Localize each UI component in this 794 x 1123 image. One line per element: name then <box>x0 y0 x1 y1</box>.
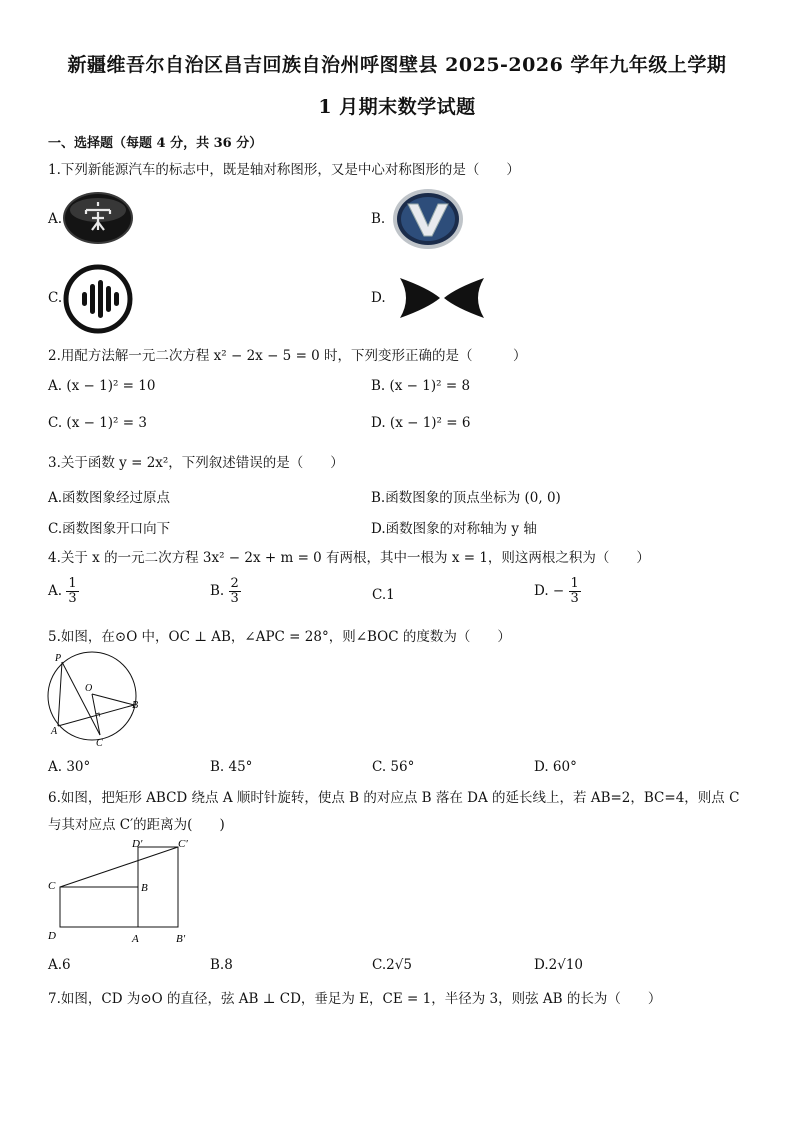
q5-label-b: B <box>132 700 139 711</box>
q1-option-a-label[interactable]: A. <box>48 211 63 227</box>
x-arrows-logo-icon <box>398 274 486 326</box>
q5-label-c: C <box>96 738 103 748</box>
q2-stem: 2.用配方法解一元二次方程 x² − 2x − 5 = 0 时，下列变形正确的是（ ） <box>48 348 527 364</box>
q1-stem: 1.下列新能源汽车的标志中，既是轴对称图形，又是中心对称图形的是（ ） <box>48 162 520 178</box>
q6-label-bprime: B′ <box>176 933 186 945</box>
q4-option-b-prefix: B. <box>210 583 225 599</box>
q6-label-dprime: D′ <box>132 838 143 850</box>
q6-option-a[interactable]: A.6 <box>48 957 71 973</box>
q6-option-b[interactable]: B.8 <box>210 957 233 973</box>
q4-option-c[interactable]: C.1 <box>372 587 395 603</box>
q5-option-d[interactable]: D. 60° <box>534 759 577 775</box>
q6-stem-line1: 6.如图，把矩形 ABCD 绕点 A 顺时针旋转，使点 B 的对应点 B 落在 DA 的延长线上，若 AB=2，BC=4，则点 C <box>48 790 740 806</box>
q4-option-a[interactable] <box>48 577 79 606</box>
q4-option-a-fraction: $\frac{1}{3}$ <box>68 576 77 606</box>
q6-label-cprime: C′ <box>178 838 188 850</box>
q2-option-a[interactable]: A. (x − 1)² = 10 <box>48 378 156 394</box>
q6-stem-line2: 与其对应点 C′的距离为( ) <box>48 817 225 833</box>
q6-option-c[interactable]: C.2√5 <box>372 957 412 973</box>
q4-option-d-prefix: D. − <box>534 583 565 599</box>
q4-option-a-prefix: A. <box>48 583 63 599</box>
page-title-line2: 1 月期末数学试题 <box>318 96 476 118</box>
q4-option-d[interactable] <box>534 577 581 606</box>
page-title-line1: 新疆维吾尔自治区昌吉回族自治州呼图壁县 2025-2026 学年九年级上学期 <box>67 54 727 76</box>
q3-option-b[interactable]: B.函数图象的顶点坐标为 (0, 0) <box>371 490 561 506</box>
q5-option-b[interactable]: B. 45° <box>210 759 253 775</box>
bars-circle-logo-icon <box>62 264 134 338</box>
q5-stem: 5.如图，在⊙O 中，OC ⊥ AB，∠APC = 28°，则∠BOC 的度数为（ ） <box>48 629 511 645</box>
q6-label-d: D <box>48 930 56 942</box>
q2-option-d[interactable]: D. (x − 1)² = 6 <box>371 415 471 431</box>
q5-option-a[interactable]: A. 30° <box>48 759 91 775</box>
section-heading: 一、选择题（每题 4 分，共 36 分） <box>48 136 263 151</box>
q5-label-o: O <box>85 683 93 694</box>
q6-label-b: B <box>141 882 148 894</box>
q7-stem: 7.如图，CD 为⊙O 的直径，弦 AB ⊥ CD，垂足为 E，CE = 1，半径为 3，则弦 AB 的长为（ ） <box>48 991 662 1007</box>
q6-option-d[interactable]: D.2√10 <box>534 957 584 973</box>
q5-label-a: A <box>51 726 58 737</box>
q4-stem: 4.关于 x 的一元二次方程 3x² − 2x + m = 0 有两根，其中一根为 x = 1，则这两根之积为（ ） <box>48 550 650 566</box>
q6-label-a: A <box>132 933 139 945</box>
q3-option-d[interactable]: D.函数图象的对称轴为 y 轴 <box>371 521 537 537</box>
q4-option-d-fraction: $\frac{1}{3}$ <box>570 576 579 606</box>
q3-option-a[interactable]: A.函数图象经过原点 <box>48 490 171 506</box>
q5-label-p: P <box>55 653 62 664</box>
q4-option-b[interactable] <box>210 577 241 606</box>
q3-stem: 3.关于函数 y = 2x²，下列叙述错误的是（ ） <box>48 455 344 471</box>
q1-option-c-label[interactable]: C. <box>48 290 63 306</box>
q5-option-c[interactable]: C. 56° <box>372 759 415 775</box>
q4-option-b-fraction: $\frac{2}{3}$ <box>230 576 239 606</box>
q6-label-c: C <box>48 880 56 892</box>
q5-circle-diagram <box>44 650 144 752</box>
changan-v-logo-icon <box>392 188 464 254</box>
q2-option-b[interactable]: B. (x − 1)² = 8 <box>371 378 471 394</box>
q3-option-c[interactable]: C.函数图象开口向下 <box>48 521 171 537</box>
q6-rectangle-diagram <box>44 836 204 952</box>
q1-option-d-label[interactable]: D. <box>371 290 386 306</box>
q1-option-b-label[interactable]: B. <box>371 211 386 227</box>
q2-option-c[interactable]: C. (x − 1)² = 3 <box>48 415 147 431</box>
song-logo-icon <box>62 190 134 250</box>
